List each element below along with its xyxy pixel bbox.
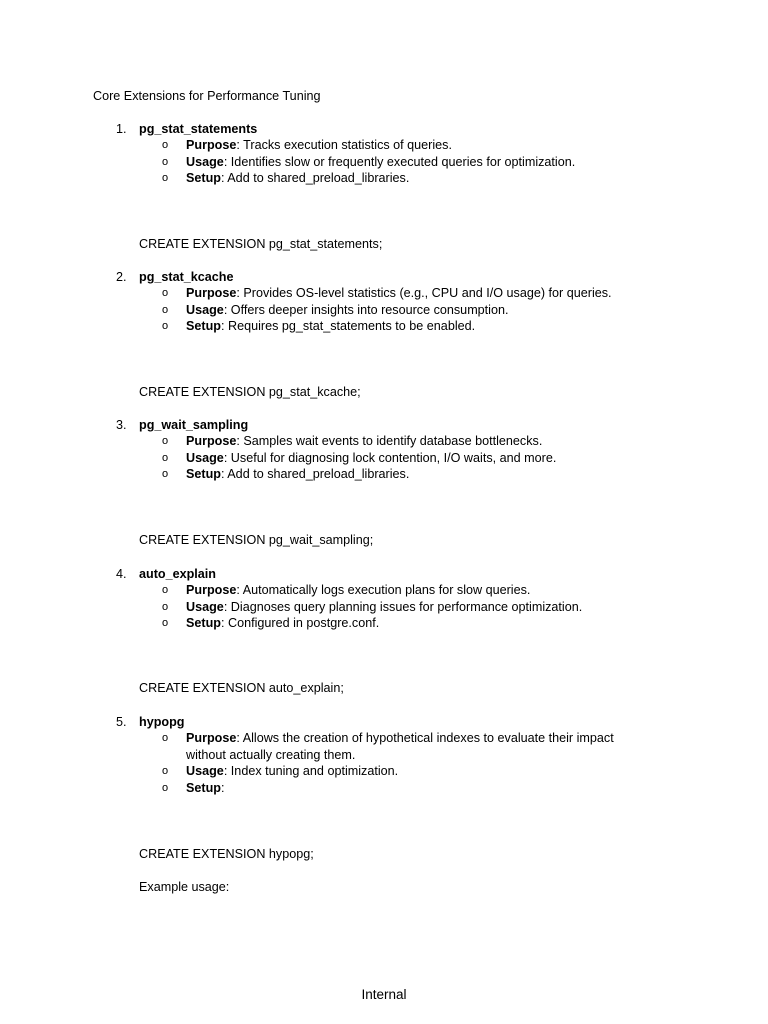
- hollow-bullet-icon: o: [162, 155, 169, 168]
- extension-detail-list: [162, 285, 656, 335]
- setup-item: [162, 615, 656, 632]
- create-extension-command: CREATE EXTENSION hypopg;: [139, 847, 314, 861]
- extension-name: hypopg: [139, 715, 185, 729]
- purpose-text: : Tracks execution statistics of queries.: [236, 138, 452, 152]
- hollow-bullet-icon: o: [162, 468, 169, 480]
- extension-heading: [116, 417, 248, 433]
- hollow-bullet-icon: o: [162, 765, 169, 777]
- purpose-label: Purpose: [186, 731, 237, 745]
- extension-number: 3.: [116, 418, 127, 432]
- purpose-text: : Automatically logs execution plans for slow queries.: [236, 583, 531, 597]
- extension-detail-list: [162, 137, 656, 187]
- purpose-item: [162, 433, 656, 450]
- usage-text: : Diagnoses query planning issues for performance optimization.: [223, 599, 583, 614]
- usage-label: Usage: [186, 599, 224, 614]
- example-usage-label: Example usage:: [139, 880, 230, 894]
- setup-label: Setup: [186, 171, 221, 185]
- create-extension-command: CREATE EXTENSION pg_stat_statements;: [139, 237, 383, 251]
- setup-text: : Configured in postgre.conf.: [220, 616, 380, 630]
- setup-text: :: [220, 780, 225, 795]
- extension-number: 2.: [116, 270, 127, 284]
- usage-text: : Index tuning and optimization.: [223, 764, 399, 778]
- hollow-bullet-icon: o: [162, 287, 169, 299]
- extension-name: pg_stat_kcache: [139, 270, 234, 284]
- footer-classification: Internal: [361, 987, 407, 1002]
- hollow-bullet-icon: o: [162, 320, 169, 332]
- hollow-bullet-icon: o: [162, 600, 169, 613]
- setup-label: Setup: [186, 780, 221, 795]
- hollow-bullet-icon: o: [162, 172, 169, 184]
- purpose-item: [162, 730, 656, 763]
- setup-item: [162, 170, 656, 187]
- hollow-bullet-icon: o: [162, 139, 169, 151]
- create-extension-command: CREATE EXTENSION auto_explain;: [139, 681, 344, 695]
- extension-detail-list: [162, 730, 656, 796]
- purpose-text: : Provides OS-level statistics (e.g., CPU and I/O usage) for queries.: [236, 286, 612, 300]
- extension-name: auto_explain: [139, 567, 216, 581]
- extension-heading: [116, 269, 234, 285]
- purpose-item: [162, 137, 656, 154]
- setup-label: Setup: [186, 616, 221, 630]
- extension-number: 4.: [116, 567, 127, 581]
- hollow-bullet-icon: o: [162, 781, 169, 794]
- purpose-text: : Allows the creation of hypothetical indexes to evaluate their impact without actually creating them.: [186, 731, 614, 762]
- extension-detail-list: [162, 433, 656, 483]
- usage-text: : Useful for diagnosing lock contention, I/O waits, and more.: [223, 450, 557, 465]
- setup-label: Setup: [186, 467, 221, 481]
- extension-heading: [116, 714, 184, 730]
- usage-label: Usage: [186, 764, 224, 778]
- extension-number: 5.: [116, 715, 127, 729]
- usage-label: Usage: [186, 450, 224, 465]
- hollow-bullet-icon: o: [162, 584, 169, 596]
- create-extension-command: CREATE EXTENSION pg_wait_sampling;: [139, 533, 374, 547]
- usage-text: : Offers deeper insights into resource consumption.: [223, 302, 509, 317]
- setup-item: [162, 466, 656, 483]
- hollow-bullet-icon: o: [162, 451, 169, 464]
- hollow-bullet-icon: o: [162, 435, 169, 447]
- usage-label: Usage: [186, 302, 224, 317]
- extension-number: 1.: [116, 122, 127, 136]
- usage-item: [162, 154, 656, 171]
- hollow-bullet-icon: o: [162, 732, 169, 744]
- hollow-bullet-icon: o: [162, 617, 169, 629]
- purpose-text: : Samples wait events to identify database bottlenecks.: [236, 434, 543, 448]
- extension-name: pg_wait_sampling: [139, 418, 249, 432]
- setup-item: [162, 780, 656, 797]
- setup-label: Setup: [186, 319, 221, 333]
- usage-text: : Identifies slow or frequently executed queries for optimization.: [223, 154, 576, 169]
- extension-heading: [116, 566, 216, 582]
- extension-heading: [116, 121, 257, 137]
- usage-item: [162, 599, 656, 616]
- setup-item: [162, 318, 656, 335]
- usage-item: [162, 302, 656, 319]
- purpose-item: [162, 582, 656, 599]
- extension-detail-list: [162, 582, 656, 632]
- purpose-label: Purpose: [186, 286, 237, 300]
- usage-item: [162, 763, 656, 780]
- purpose-item: [162, 285, 656, 302]
- document-title: Core Extensions for Performance Tuning: [93, 89, 321, 103]
- purpose-label: Purpose: [186, 434, 237, 448]
- purpose-label: Purpose: [186, 583, 237, 597]
- usage-label: Usage: [186, 154, 224, 169]
- setup-text: : Add to shared_preload_libraries.: [220, 467, 410, 481]
- usage-item: [162, 450, 656, 467]
- create-extension-command: CREATE EXTENSION pg_stat_kcache;: [139, 385, 361, 399]
- setup-text: : Add to shared_preload_libraries.: [220, 171, 410, 185]
- setup-text: : Requires pg_stat_statements to be enabled.: [220, 319, 476, 333]
- hollow-bullet-icon: o: [162, 303, 169, 316]
- purpose-label: Purpose: [186, 138, 237, 152]
- extension-name: pg_stat_statements: [139, 122, 258, 136]
